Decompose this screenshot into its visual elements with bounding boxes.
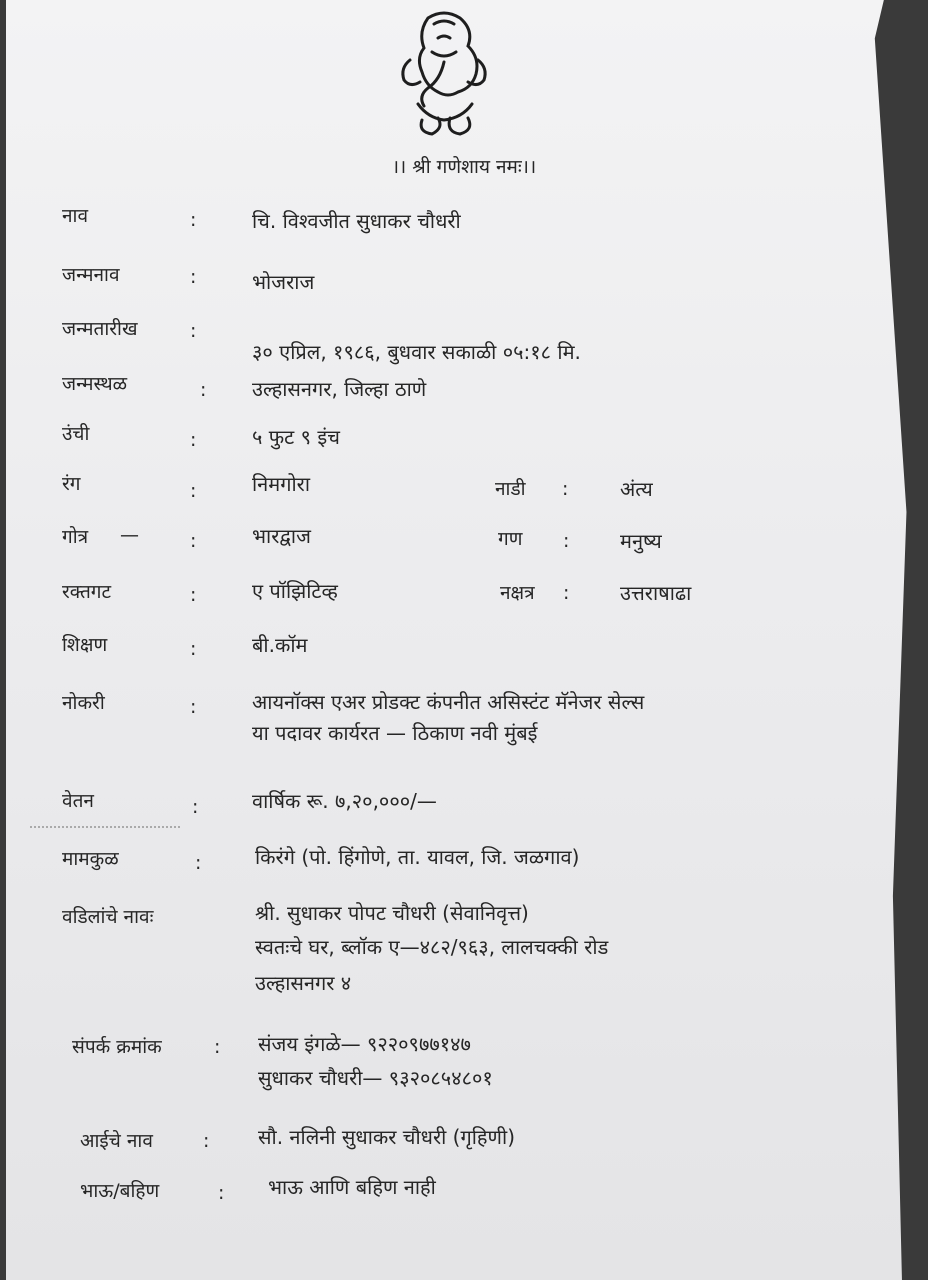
complexion-value: निमगोरा — [252, 472, 311, 496]
colon: : — [190, 480, 197, 502]
colon: : — [190, 584, 197, 606]
birth-date-label: जन्मतारीख — [62, 318, 138, 340]
birth-date-value: ३० एप्रिल, १९८६, बुधवार सकाळी ०५:१८ मि. — [252, 340, 581, 364]
gotra-value: भारद्वाज — [252, 524, 311, 548]
siblings-value: भाऊ आणि बहिण नाही — [268, 1175, 436, 1199]
height-value: ५ फुट ९ इंच — [252, 425, 340, 449]
colon: : — [190, 429, 197, 451]
contact-line-2: सुधाकर चौधरी— ९३२०८५४८०१ — [258, 1066, 493, 1090]
colon: : — [195, 852, 202, 874]
ganesha-icon — [388, 8, 500, 140]
education-label: शिक्षण — [62, 634, 108, 656]
gan-value: मनुष्य — [620, 529, 662, 553]
mother-label: आईचे नाव — [80, 1130, 153, 1152]
dotted-divider — [30, 826, 180, 828]
birth-place-label: जन्मस्थळ — [62, 373, 128, 395]
blood-group-label: रक्तगट — [62, 581, 112, 603]
colon: : — [200, 379, 207, 401]
job-label: नोकरी — [62, 692, 105, 714]
nadi-value: अंत्य — [620, 477, 653, 501]
contact-line-1: संजय इंगळे— ९२२०९७७१४७ — [258, 1032, 471, 1056]
colon: : — [203, 1130, 210, 1152]
invocation-title: ।। श्री गणेशाय नमः।। — [391, 156, 537, 178]
gan-label: गण — [498, 528, 523, 550]
nakshatra-value: उत्तराषाढा — [620, 581, 692, 605]
salary-label: वेतन — [62, 790, 94, 812]
colon: : — [563, 582, 570, 604]
colon: : — [190, 320, 197, 342]
colon: : — [190, 696, 197, 718]
nadi-label: नाडी — [495, 478, 526, 500]
name-label: नाव — [62, 205, 89, 227]
colon: : — [190, 266, 197, 288]
colon: : — [562, 478, 569, 500]
colon: : — [190, 530, 197, 552]
height-label: उंची — [62, 423, 90, 445]
colon: : — [214, 1036, 221, 1058]
gotra-label: गोत्र — [62, 526, 89, 548]
mother-value: सौ. नलिनी सुधाकर चौधरी (गृहिणी) — [258, 1125, 515, 1149]
job-line-2: या पदावर कार्यरत — ठिकाण नवी मुंबई — [252, 721, 538, 745]
father-line-1: श्री. सुधाकर पोपट चौधरी (सेवानिवृत्त) — [255, 901, 529, 925]
job-line-1: आयनॉक्स एअर प्रोडक्ट कंपनीत असिस्टंट मॅनेजर सेल्स — [252, 690, 645, 714]
colon: : — [190, 209, 197, 231]
colon: : — [218, 1182, 225, 1204]
father-label: वडिलांचे नावः — [62, 906, 154, 928]
nakshatra-label: नक्षत्र — [500, 582, 535, 604]
name-value: चि. विश्वजीत सुधाकर चौधरी — [252, 209, 461, 233]
complexion-label: रंग — [62, 473, 81, 495]
contact-label: संपर्क क्रमांक — [72, 1036, 162, 1058]
colon: : — [192, 796, 199, 818]
blood-group-value: ए पॉझिटिव्ह — [252, 579, 338, 603]
father-line-2: स्वतःचे घर, ब्लॉक ए—४८२/९६३, लालचक्की रोड — [255, 935, 609, 959]
birth-place-value: उल्हासनगर, जिल्हा ठाणे — [252, 377, 427, 401]
father-line-3: उल्हासनगर ४ — [255, 971, 352, 995]
siblings-label: भाऊ/बहिण — [80, 1180, 160, 1202]
colon: : — [563, 530, 570, 552]
mamkul-label: मामकुळ — [62, 848, 119, 870]
birth-name-label: जन्मनाव — [62, 264, 120, 286]
gotra-dash: — — [120, 524, 139, 546]
colon: : — [190, 638, 197, 660]
education-value: बी.कॉम — [252, 633, 308, 657]
mamkul-value: किरंगे (पो. हिंगोणे, ता. यावल, जि. जळगाव) — [255, 845, 580, 869]
birth-name-value: भोजराज — [252, 270, 315, 294]
salary-value: वार्षिक रू. ७,२०,०००/— — [252, 789, 437, 813]
